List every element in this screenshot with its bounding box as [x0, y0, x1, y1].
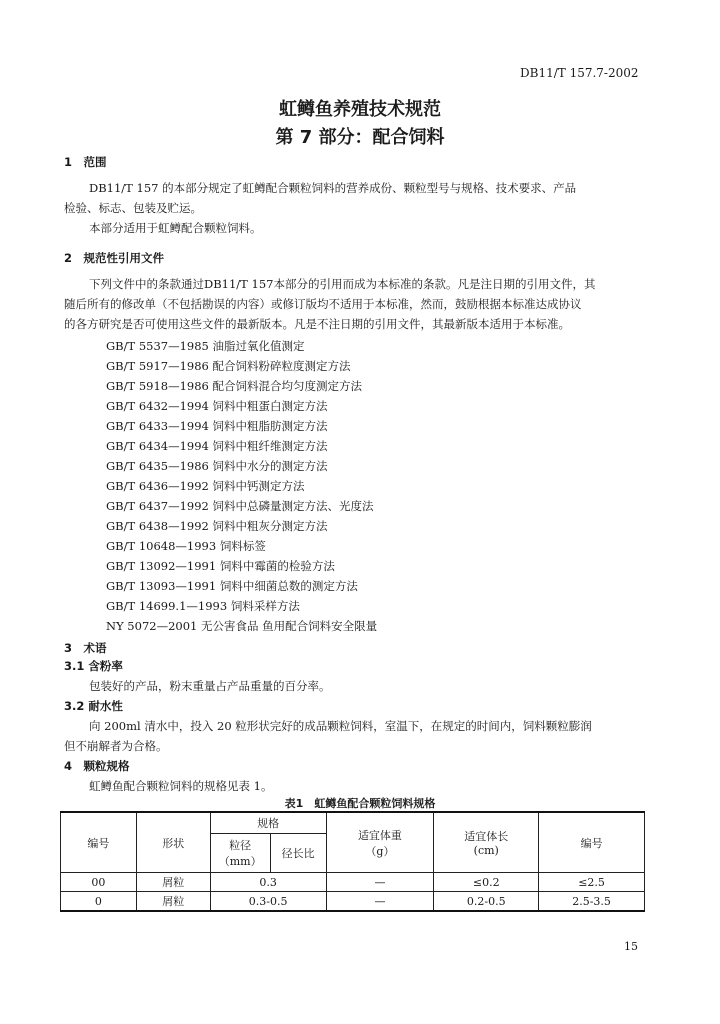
reference-item: GB/T 6432—1994 饲料中粗蛋白测定方法 [106, 399, 328, 413]
section-1-paragraph-scope: 本部分适用于虹鳟配合颗粒饲料。 [89, 221, 262, 235]
reference-item: GB/T 5537—1985 油脂过氧化值测定 [106, 339, 305, 353]
subsection-3-2-text-line: 但不崩解者为合格。 [64, 739, 168, 753]
header-diameter-label: 粒径 [229, 839, 252, 852]
cell-number: ≤2.5 [539, 873, 645, 892]
reference-item: GB/T 5918—1986 配合饲料混合均匀度测定方法 [106, 379, 363, 393]
reference-item: GB/T 6434—1994 饲料中粗纤维测定方法 [106, 439, 328, 453]
header-length [434, 812, 539, 873]
header-diameter [210, 834, 270, 873]
header-length-label: 适宜体长 [464, 830, 509, 843]
cell-shape: 屑粒 [136, 873, 210, 892]
reference-item: GB/T 13092—1991 饲料中霉菌的检验方法 [106, 559, 335, 573]
section-1-paragraph-line: DB11/T 157 的本部分规定了虹鳟配合颗粒饲料的营养成份、颗粒型号与规格、技术要求、产品 [89, 181, 577, 195]
subsection-3-2-heading: 3.2 耐水性 [64, 699, 123, 713]
table-row [61, 892, 645, 912]
section-3-heading: 3 术语 [64, 641, 107, 655]
section-2-paragraph-line: 下列文件中的条款通过DB11/T 157本部分的引用而成为本标准的条款。凡是注日期的引用文件，其 [89, 277, 596, 291]
reference-item: GB/T 6438—1992 饲料中粗灰分测定方法 [106, 519, 328, 533]
reference-item: NY 5072—2001 无公害食品 鱼用配合饲料安全限量 [106, 619, 378, 633]
cell-shape: 屑粒 [136, 892, 210, 912]
header-number: 编号 [539, 812, 645, 873]
section-4-text: 虹鳟鱼配合颗粒饲料的规格见表 1。 [89, 779, 273, 793]
cell-weight: — [326, 892, 434, 912]
cell-code: 00 [61, 873, 137, 892]
section-4-heading: 4 颗粒规格 [64, 759, 130, 773]
reference-item: GB/T 10648—1993 饲料标签 [106, 539, 266, 553]
section-1-heading: 1 范围 [64, 155, 107, 169]
reference-item: GB/T 6433—1994 饲料中粗脂肪测定方法 [106, 419, 328, 433]
table-caption: 表1 虹鳟鱼配合颗粒饲料规格 [284, 797, 436, 810]
header-shape: 形状 [136, 812, 210, 873]
header-weight [326, 812, 434, 873]
header-length-unit: (cm) [473, 844, 499, 857]
cell-diameter: 0.3-0.5 [210, 892, 326, 912]
header-code: 编号 [61, 812, 137, 873]
header-ratio: 径长比 [270, 834, 326, 873]
reference-item: GB/T 13093—1991 饲料中细菌总数的测定方法 [106, 579, 358, 593]
reference-item: GB/T 5917—1986 配合饲料粉碎粒度测定方法 [106, 359, 351, 373]
cell-weight: — [326, 873, 434, 892]
page-number: 15 [624, 940, 638, 953]
subsection-3-1-heading: 3.1 含粉率 [64, 659, 123, 673]
cell-length: ≤0.2 [434, 873, 539, 892]
document-title: 虹鳟鱼养殖技术规范 [279, 99, 441, 120]
subsection-3-1-text: 包装好的产品，粉末重量占产品重量的百分率。 [89, 679, 331, 693]
header-weight-label: 适宜体重 [357, 828, 402, 842]
subsection-3-2-text-line: 向 200ml 清水中，投入 20 粒形状完好的成品颗粒饲料，室温下，在规定的时间内，饲料颗粒膨润 [89, 719, 592, 733]
header-diameter-unit: （mm） [218, 855, 262, 868]
header-spec: 规格 [210, 812, 326, 834]
document-code: DB11/T 157.7-2002 [520, 66, 639, 80]
header-weight-unit: （g） [365, 844, 395, 858]
section-2-paragraph-line: 随后所有的修改单（不包括勘误的内容）或修订版均不适用于本标准，然而，鼓励根据本标准达成协议 [64, 297, 582, 311]
reference-item: GB/T 6436—1992 饲料中钙测定方法 [106, 479, 305, 493]
cell-code: 0 [61, 892, 137, 912]
cell-number: 2.5-3.5 [539, 892, 645, 912]
reference-item: GB/T 14699.1—1993 饲料采样方法 [106, 599, 300, 613]
table-header-row [61, 812, 645, 834]
section-2-paragraph-line: 的各方研究是否可使用这些文件的最新版本。凡是不注日期的引用文件，其最新版本适用于本标准。 [64, 317, 570, 331]
spec-table [60, 811, 645, 912]
cell-length: 0.2-0.5 [434, 892, 539, 912]
table-row [61, 873, 645, 892]
section-2-heading: 2 规范性引用文件 [64, 251, 165, 265]
reference-item: GB/T 6437—1992 饲料中总磷量测定方法、光度法 [106, 499, 374, 513]
reference-item: GB/T 6435—1986 饲料中水分的测定方法 [106, 459, 328, 473]
section-1-paragraph-line: 检验、标志、包装及贮运。 [64, 201, 202, 215]
document-subtitle: 第 7 部分：配合饲料 [275, 127, 445, 148]
cell-diameter: 0.3 [210, 873, 326, 892]
